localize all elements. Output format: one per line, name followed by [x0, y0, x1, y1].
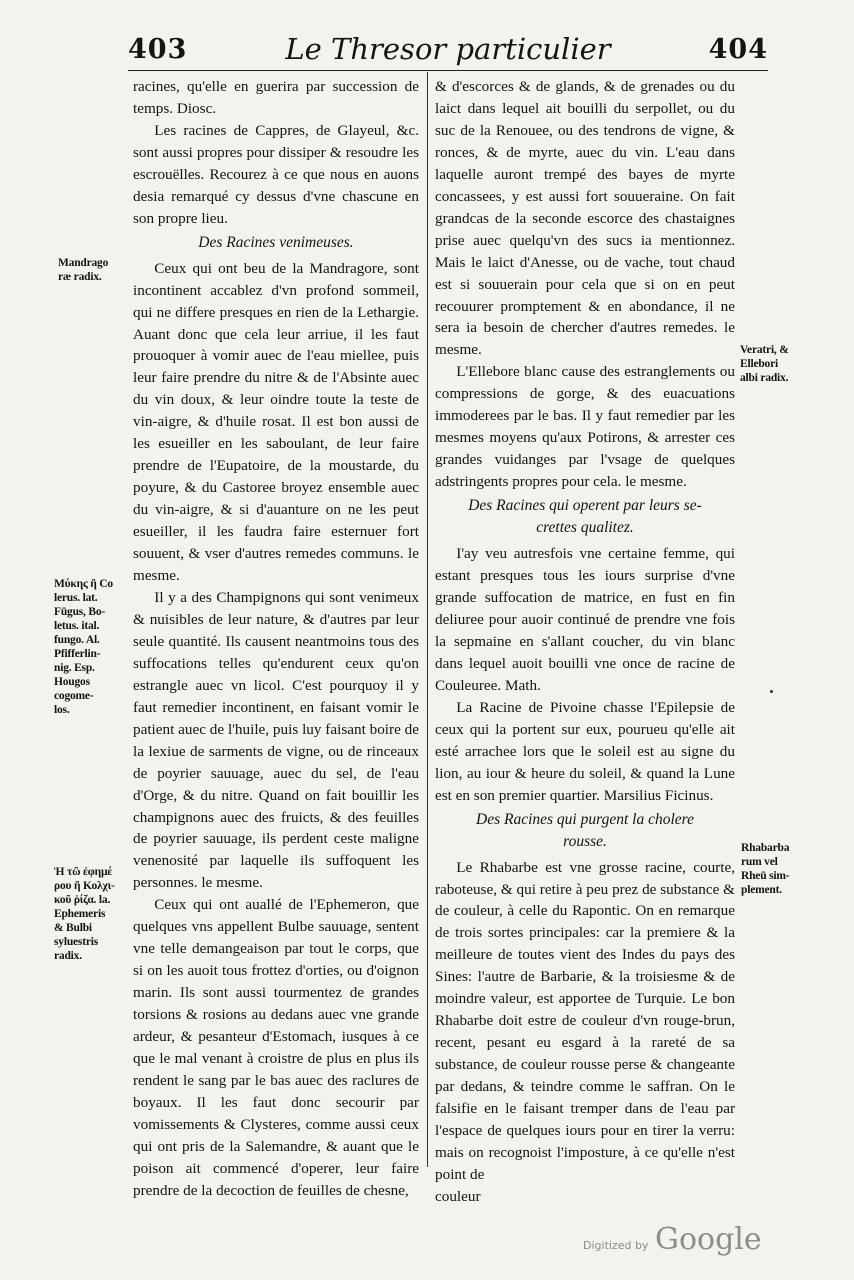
digitized-by-label: Digitized by [583, 1239, 649, 1252]
catchword: couleur [435, 1187, 481, 1205]
heading-line: Des Racines qui purgent la cholere [476, 810, 694, 828]
paragraph: Ceux qui ont beu de la Mandragore, sont incontinent accablez d'vn profond sommeil, qui ne differe presques en rien de la Lethargie. Auant donc que cela leur arriue, il les faut prouoquer à vomir auec de l'eau miellee, puis leur faire prendre du nitre & de l'Absinte auec du vin doux, & leur oindre toute la teste de vin-aigre, & d'huile rosat. Il est bon aussi de les esueiller en les saboulant, de leur faire prendre de l'Eupatoire, de la moustarde, du poyure, & du Castoree broyez ensemble auec du vin-aigre, & si d'auanture on ne les peut esueiller, il les faudra faire esternuer fort souuent, & vser d'autres remedes communs. le mesme. [133, 259, 419, 585]
digitization-watermark [583, 1222, 783, 1262]
paragraph: La Racine de Pivoine chasse l'Epilepsie de ceux qui la portent sur eux, pourueu qu'elle ait esté arrachee lors que le soleil est au signe du lion, au iour & heure du soleil, & quand la Lune est en son premier quartier. Marsilius Ficinus. [435, 698, 735, 804]
paragraph: Il y a des Champignons qui sont venimeux & nuisibles de leur nature, & d'autres par leur seule quantité. Ils causent neantmoins tous des suffocations telles qu'endurent ceux qu'on estrangle auec vn licol. C'est pourquoy il y faut remedier incontinent, en faisant vomir le patient auec de l'huile, puis luy faisant boire de la lexiue de sarments de vigne, ou de rinceaux de poyrier sauuage, auec du sel, de l'eau d'Orge, & du nitre. Quand on fait bouillir les champignons auec des fruicts, & des feuilles de poyrier sauuage, ils perdent ceste maligne venenosité par laquelle ils suffoquent les personnes. le mesme. [133, 588, 419, 892]
paragraph: I'ay veu autresfois vne certaine femme, qui estant presques tous les iours surprise d'vne grande suffocation de matrice, en fust en fin deliuree pour auoir continué de prendre vne fois la sepmaine en s'allant coucher, du vin blanc dans lequel auoit bouilli vne once de racine de Couleuree. Math. [435, 545, 735, 694]
paragraph: Le Rhabarbe est vne grosse racine, courte, raboteuse, & qui retire à peu prez de substance & de couleur, à celle du Rapontic. On en remarque de trois sortes principales: car la premiere & la meilleure de toutes vient des Indes du pays des Sines: l'autre de Barbarie, & la troisiesme & de moindre valeur, est apportee de Turquie. Le bon Rhabarbe doit estre de couleur d'vn rouge-brun, recent, pesant eu esgard à la rareté de sa substance, de couleur rousse perse & changeante par dedans, & teindre comme le saffran. On le falsifie en le faisant tremper dans de l'eau par l'espace de quelques iours pour en tirer la verru: mais on recognoist l'imposture, à ce qu'elle n'est point de [435, 858, 735, 1183]
section-heading [435, 809, 735, 853]
margin-note-rhabarbarum: Rhabarba rum vel Rheū sim- plement. [741, 842, 790, 896]
section-heading [435, 495, 735, 539]
heading-line: Des Racines qui operent par leurs se- [468, 497, 702, 515]
heading-line: rousse. [563, 832, 607, 850]
margin-note-veratrum: Veratri, & Ellebori albi radix. [740, 344, 789, 384]
running-header [128, 30, 768, 71]
paragraph: racines, qu'elle en guerira par succession de temps. Diosc. [133, 78, 419, 117]
margin-note-champignons: Μύκης ἢ Co lerus. lat. Fūgus, Bo- letus. ital. fungo. Al. Pfifferlin- nig. Esp. Hougos cogome- los. [54, 578, 113, 716]
google-logo: Google [655, 1222, 762, 1257]
ink-speck [770, 690, 773, 693]
margin-note-mandragora: Mandrago ræ radix. [58, 257, 109, 283]
heading-line: crettes qualitez. [536, 519, 634, 537]
paragraph: Les racines de Cappres, de Glayeul, &c. sont aussi propres pour dissiper & resoudre les escrouëlles. Recourez à ce que nous en auons desia remarqué cy dessus d'vne chascune en son propre lieu. [133, 121, 419, 227]
paragraph: & d'escorces & de glands, & de grenades ou du laict dans lequel ait bouilli du serpollet, ou du suc de la Renouee, ou des tendrons de vigne, & ronces, & de myrte, auec du vin. L'eau dans laquelle auront trempé des bayes de myrte concassees, y est aussi fort souueraine. On fait grandcas de la seconde escorce des chastaignes prise auec quelqu'vn des sucs ia mentionnez. Mais le laict d'Anesse, ou de vache, tout chaud est si souuerain pour cela que si on en peut recouurer promptement & en abondance, il ne sera ia besoin de chercher d'autres remedes. le mesme. [435, 78, 735, 359]
margin-note-ephemeron: Ἡ τῶ ἐφημέ ρου ἢ Κολχι- κοῦ ῥίζα. la. Ephemeris & Bulbi syluestris radix. [54, 866, 115, 962]
paragraph: L'Ellebore blanc cause des estranglements ou compressions de gorge, & des euacuations immoderees par le bas. Il y faut remedier par les mesmes moyens qu'aux Potirons, & arrester ces grandes vuidanges par l'vsage de quelques adstringents propres pour cela. le mesme. [435, 363, 735, 491]
left-page-number: 403 [128, 34, 188, 65]
section-heading: Des Racines venimeuses. [198, 233, 354, 251]
column-divider [427, 72, 428, 1167]
running-title: Le Thresor particulier [285, 32, 611, 66]
left-column [133, 76, 419, 1202]
right-column [435, 76, 735, 1208]
paragraph: Ceux qui ont auallé de l'Ephemeron, que quelques vns appellent Bulbe sauuage, sentent vne telle demangeaison par tout le corps, que si on les auoit tous frottez d'orties, ou d'oignon marin. Ils sont aussi tourmentez de grandes torsions & rosions au dedans auec vne grande ardeur, & pesanteur d'Estomach, iusques à ce que le mal venant à croistre de plus en plus ils rendent le sang par le bas auec des raclures de boyaux. Il les faut donc secourir par vomissements & Clysteres, comme aussi ceux qui ont pris de la Salemandre, & auant que le poison ait commencé d'operer, leur faire prendre de la decoction de feuilles de chesne, [133, 896, 419, 1199]
right-page-number: 404 [708, 34, 768, 65]
